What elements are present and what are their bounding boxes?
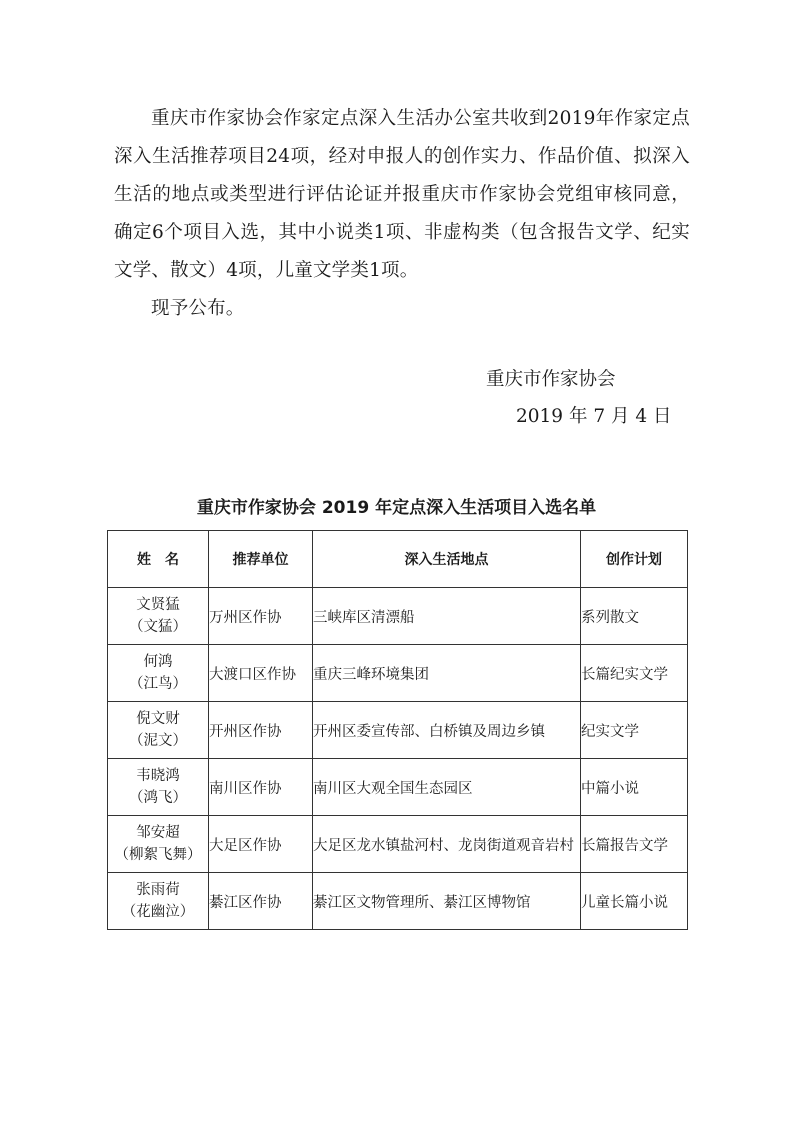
selection-table: [107, 530, 688, 930]
table-header-row: [108, 531, 688, 588]
cell-unit: 綦江区作协: [209, 873, 313, 930]
author-pen-name: （文猛）: [129, 619, 187, 635]
author-pen-name: （鸿飞）: [129, 790, 187, 806]
header-plan: 创作计划: [581, 531, 688, 588]
author-name: 文贤猛: [136, 597, 180, 613]
author-pen-name: （柳絮飞舞）: [114, 847, 202, 863]
signature-organization: 重庆市作家协会: [486, 369, 616, 390]
table-row: [108, 873, 688, 930]
announcement-body: [114, 100, 690, 328]
announcement-closing: 现予公布。: [151, 298, 245, 319]
cell-place: 綦江区文物管理所、綦江区博物馆: [313, 873, 581, 930]
cell-author: [108, 816, 209, 873]
cell-author: [108, 759, 209, 816]
cell-plan: 儿童长篇小说: [581, 873, 688, 930]
cell-place: 大足区龙水镇盐河村、龙岗街道观音岩村: [313, 816, 581, 873]
cell-plan: 中篇小说: [581, 759, 688, 816]
cell-place: 开州区委宣传部、白桥镇及周边乡镇: [313, 702, 581, 759]
cell-place: 南川区大观全国生态园区: [313, 759, 581, 816]
table-row: [108, 645, 688, 702]
author-name: 张雨荷: [136, 882, 180, 898]
header-unit: 推荐单位: [209, 531, 313, 588]
author-name: 倪文财: [136, 711, 180, 727]
cell-unit: 大渡口区作协: [209, 645, 313, 702]
table-row: [108, 702, 688, 759]
cell-plan: 纪实文学: [581, 702, 688, 759]
cell-unit: 万州区作协: [209, 588, 313, 645]
announcement-paragraph: 重庆市作家协会作家定点深入生活办公室共收到2019年作家定点深入生活推荐项目24项，经对申报人的创作实力、作品价值、拟深入生活的地点或类型进行评估论证并报重庆市作家协会党组审核同意，确定6个项目入选，其中小说类1项、非虚构类（包含报告文学、纪实文学、散文）4项，儿童文学类1项。: [114, 108, 690, 281]
author-name: 何鸿: [143, 654, 173, 670]
cell-plan: 系列散文: [581, 588, 688, 645]
header-name: 姓 名: [108, 531, 209, 588]
cell-author: [108, 873, 209, 930]
cell-author: [108, 702, 209, 759]
header-place: 深入生活地点: [313, 531, 581, 588]
cell-place: 重庆三峰环境集团: [313, 645, 581, 702]
author-pen-name: （泥文）: [129, 733, 187, 749]
cell-author: [108, 645, 209, 702]
cell-plan: 长篇纪实文学: [581, 645, 688, 702]
author-pen-name: （江鸟）: [129, 676, 187, 692]
cell-author: [108, 588, 209, 645]
cell-unit: 开州区作协: [209, 702, 313, 759]
author-name: 韦晓鸿: [136, 768, 180, 784]
author-pen-name: （花幽泣）: [121, 904, 195, 920]
signature-date: 2019 年 7 月 4 日: [516, 406, 672, 427]
table-row: [108, 759, 688, 816]
author-name: 邹安超: [136, 825, 180, 841]
cell-unit: 南川区作协: [209, 759, 313, 816]
cell-place: 三峡库区清漂船: [313, 588, 581, 645]
table-row: [108, 816, 688, 873]
table-title: 重庆市作家协会 2019 年定点深入生活项目入选名单: [196, 498, 597, 518]
table-row: [108, 588, 688, 645]
cell-unit: 大足区作协: [209, 816, 313, 873]
cell-plan: 长篇报告文学: [581, 816, 688, 873]
